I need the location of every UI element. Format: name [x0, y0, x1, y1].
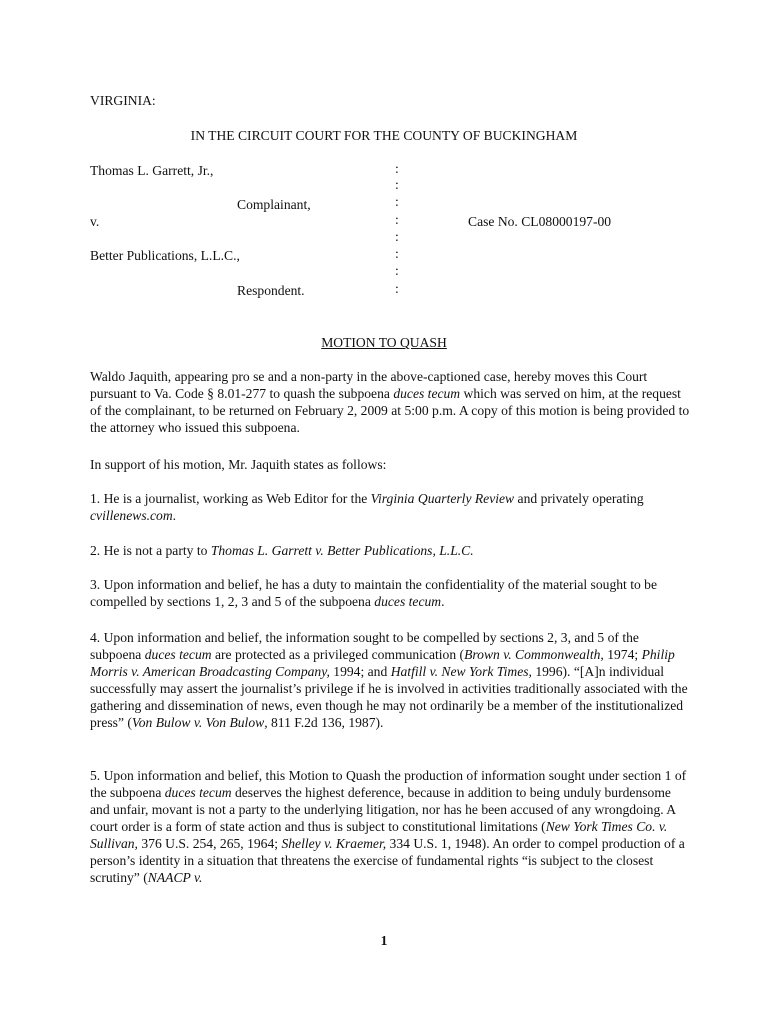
page-number: 1: [380, 933, 388, 948]
p4-text: are protected as a privileged communication (: [211, 647, 465, 662]
p5-text: 376 U.S. 254, 265, 1964;: [137, 836, 282, 851]
p5-text: 334 U.S. 1, 1948). An order to compel production of a person’s identity in a situation that threatens the exercise of fundamental rights “is subject to the closest scrutiny” (: [90, 836, 685, 885]
caption-colon: :: [395, 246, 399, 261]
motion-title: MOTION TO QUASH: [321, 335, 447, 350]
p5-italic: Shelley v. Kraemer,: [281, 836, 387, 851]
p4-text: 1996). “[A]n individual successfully may assert the journalist’s privilege if he is involved in activities traditionally associated with the gathering and dissemination of news, even though he may not ordinarily be a member of the institutionalized press” (: [90, 664, 688, 730]
p3-italic: duces tecum: [374, 594, 442, 609]
p4-italic: Brown v. Commonwealth: [464, 647, 601, 662]
p2-italic: Thomas L. Garrett v. Better Publications, L.L.C.: [210, 543, 474, 558]
complainant-role: Complainant,: [237, 197, 311, 212]
versus-label: v.: [90, 214, 100, 229]
p1-italic: Virginia Quarterly Review: [370, 491, 515, 506]
case-number: Case No. CL08000197-00: [468, 214, 612, 229]
intro-italic: duces tecum: [393, 386, 461, 401]
state-heading: VIRGINIA:: [90, 93, 156, 108]
complainant-name: Thomas L. Garrett, Jr.,: [90, 163, 214, 178]
respondent-name: Better Publications, L.L.C.,: [90, 248, 240, 263]
p5-italic: duces tecum: [164, 785, 232, 800]
p1-text: .: [172, 508, 177, 523]
p3-text: 3. Upon information and belief, he has a duty to maintain the confidentiality of the material sought to be compelled by sections 1, 2, 3 and 5 of the subpoena: [90, 577, 658, 609]
intro-text: Waldo Jaquith, appearing pro se and a non-party in the above-captioned case, hereby moves this Court pursuant to Va. Code § 8.01-277 to quash the subpoena: [90, 369, 648, 401]
p1-text: and privately operating: [514, 491, 644, 506]
paragraph-5: [90, 767, 690, 886]
p4-text: 1994; and: [329, 664, 391, 679]
caption-colon: :: [395, 212, 399, 227]
p5-text: deserves the highest deference, because in addition to being unduly burdensome and unfair, movant is not a party to the underlying litigation, nor has he been accused of any wrongdoing. A court order is a form of state action and thus is subject to constitutional limitations (: [90, 785, 676, 834]
p4-italic: Hatfill v. New York Times,: [390, 664, 532, 679]
intro-text: which was served on him, at the request of the complainant, to be returned on February 2, 2009 at 5:00 p.m. A copy of this motion is being provided to the attorney who issued this subpoena.: [90, 386, 690, 435]
caption-colon: :: [395, 161, 399, 176]
caption-colon: :: [395, 194, 399, 209]
paragraph-1: [90, 490, 690, 524]
p5-text: 5. Upon information and belief, this Motion to Quash the production of information sought under section 1 of the subpoena: [90, 768, 687, 800]
caption-colon: :: [395, 229, 399, 244]
p4-italic: Von Bulow v. Von Bulow: [131, 715, 265, 730]
caption-colon: :: [395, 177, 399, 192]
caption-colon: :: [395, 263, 399, 278]
p1-text: 1. He is a journalist, working as Web Editor for the: [90, 491, 371, 506]
p1-italic: cvillenews.com: [90, 508, 173, 523]
p4-text: , 1974;: [600, 647, 642, 662]
support-paragraph: In support of his motion, Mr. Jaquith states as follows:: [90, 457, 387, 472]
intro-paragraph: [90, 368, 690, 436]
court-heading: IN THE CIRCUIT COURT FOR THE COUNTY OF BUCKINGHAM: [190, 128, 578, 143]
p4-italic: Philip Morris v. American Broadcasting Company,: [90, 647, 675, 679]
p5-italic: New York Times Co. v. Sullivan,: [90, 819, 668, 851]
paragraph-4: [90, 629, 690, 731]
p4-text: , 811 F.2d 136, 1987).: [264, 715, 384, 730]
p3-text: .: [441, 594, 445, 609]
p5-italic: NAACP v.: [147, 870, 203, 885]
respondent-role: Respondent.: [237, 283, 305, 298]
p4-text: 4. Upon information and belief, the information sought to be compelled by sections 2, 3, and 5 of the subpoena: [90, 630, 639, 662]
paragraph-3: [90, 576, 690, 610]
paragraph-2: [90, 542, 690, 559]
caption-colon: :: [395, 281, 399, 296]
p4-italic: duces tecum: [144, 647, 212, 662]
p2-text: 2. He is not a party to: [90, 543, 211, 558]
